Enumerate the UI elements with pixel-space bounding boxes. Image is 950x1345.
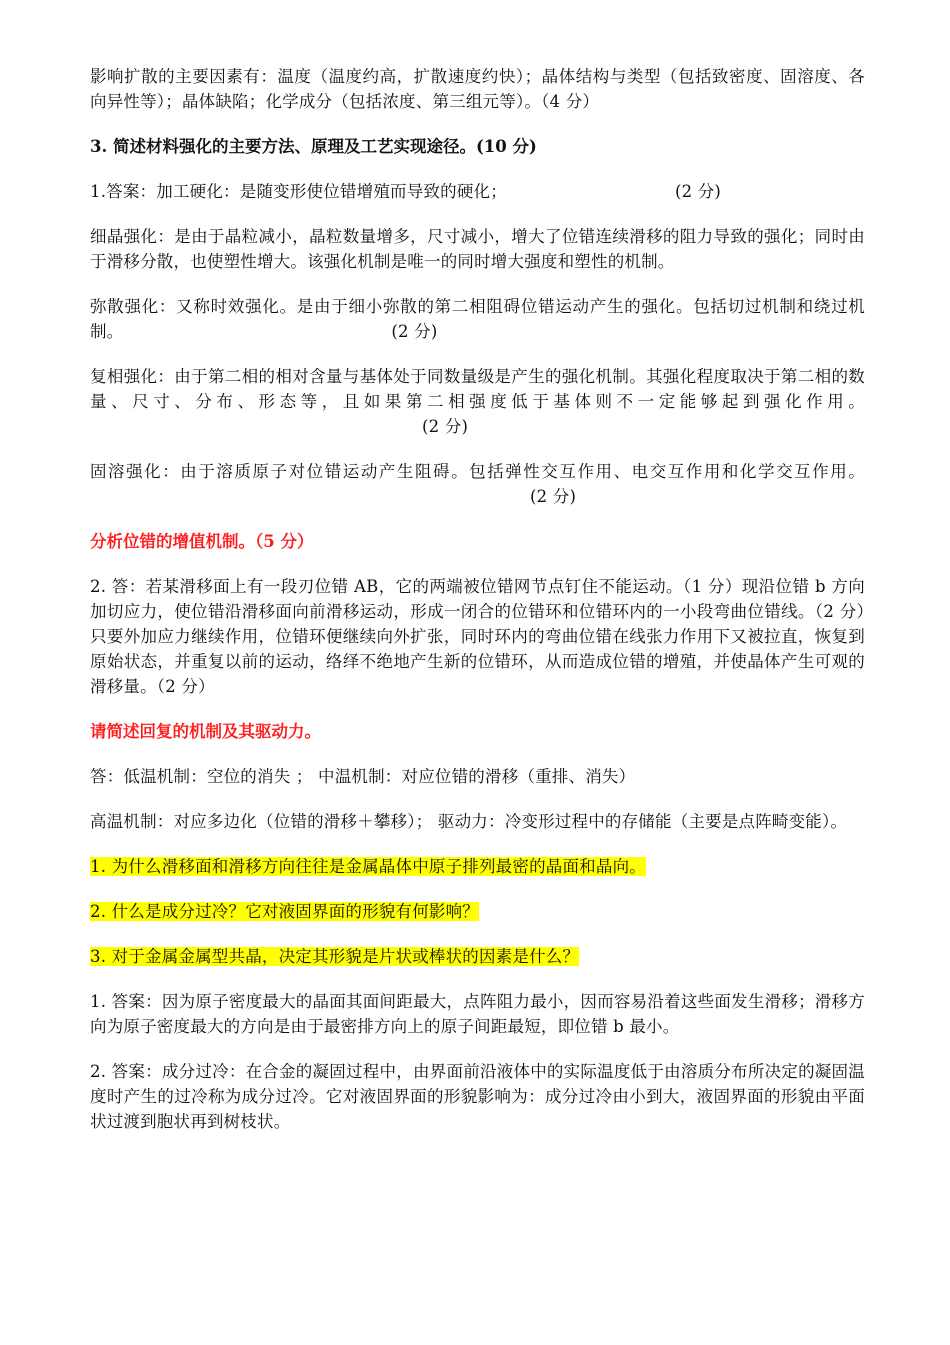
solid-solution-text: 固溶强化：由于溶质原子对位错运动产生阻碍。包括弹性交互作用、电交互作用和化学交互作用。 — [90, 462, 865, 481]
answer-2-dislocation-multiplication: 2. 答：若某滑移面上有一段刃位错 AB，它的两端被位错网节点钉住不能运动。（1 分）现沿位错 b 方向加切应力，使位错沿滑移面向前滑移运动，形成一闭合的位错环和位错环内的一小段弯曲位错线。（2 分）只要外加应力继续作用，位错环便继续向外扩张，同时环内的弯曲位错在线张力作用下又被拉直，恢复到原始状态，并重复以前的运动，络绎不绝地产生新的位错环，从而造成位错的增殖，并使晶体产生可观的滑移量。（2 分） — [90, 577, 865, 696]
highlighted-question-1-text: 1. 为什么滑移面和滑移方向往往是金属晶体中原子排列最密的晶面和晶向。 — [90, 857, 646, 876]
answer-1-score: (2 分) — [674, 182, 722, 201]
solid-solution-score: (2 分) — [530, 487, 577, 506]
composite-score: (2 分) — [422, 417, 469, 436]
highlighted-question-1 — [90, 854, 865, 879]
dispersion-strengthening-paragraph — [90, 294, 865, 344]
dislocation-multiplication-heading: 分析位错的增值机制。（5 分） — [90, 532, 314, 551]
highlighted-question-3-text: 3. 对于金属金属型共晶，决定其形貌是片状或棒状的因素是什么？ — [90, 947, 580, 966]
answer-constitutional-supercooling: 2. 答案：成分过冷：在合金的凝固过程中，由界面前沿液体中的实际温度低于由溶质分布所决定的凝固温度时产生的过冷称为成分过冷。它对液固界面的形貌影响为：成分过冷由小到大，液固界面的形貌由平面状过渡到胞状再到树枝状。 — [90, 1062, 865, 1131]
recovery-mechanism-heading: 请简述回复的机制及其驱动力。 — [90, 722, 321, 741]
answer-slip-planes: 1. 答案：因为原子密度最大的晶面其面间距最大，点阵阻力最小，因而容易沿着这些面发生滑移；滑移方向为原子密度最大的方向是由于最密排方向上的原子间距最短，即位错 b 最小。 — [90, 992, 865, 1036]
diffusion-factors-paragraph: 影响扩散的主要因素有：温度（温度约高，扩散速度约快）；晶体结构与类型（包括致密度、固溶度、各向异性等）；晶体缺陷；化学成分（包括浓度、第三组元等）。（4 分） — [90, 67, 865, 111]
recovery-answer-line-2: 高温机制：对应多边化（位错的滑移＋攀移）； 驱动力：冷变形过程中的存储能（主要是点阵畸变能）。 — [90, 812, 848, 831]
dispersion-text: 弥散强化：又称时效强化。是由于细小弥散的第二相阻碍位错运动产生的强化。包括切过机制和绕过机制。 — [90, 297, 865, 341]
answer-1-work-hardening — [90, 179, 865, 204]
highlighted-question-2-text: 2. 什么是成分过冷？它对液固界面的形貌有何影响？ — [90, 902, 479, 921]
fine-grain-strengthening-paragraph: 细晶强化：是由于晶粒减小，晶粒数量增多，尺寸减小，增大了位错连续滑移的阻力导致的强化；同时由于滑移分散，也使塑性增大。该强化机制是唯一的同时增大强度和塑性的机制。 — [90, 227, 865, 271]
highlighted-question-3 — [90, 944, 865, 969]
composite-strengthening-paragraph — [90, 364, 865, 439]
recovery-answer-line-1: 答：低温机制：空位的消失 ； 中温机制：对应位错的滑移（重排、消失） — [90, 767, 636, 786]
dispersion-score: (2 分) — [391, 322, 438, 341]
highlighted-question-2 — [90, 899, 865, 924]
composite-text: 复相强化：由于第二相的相对含量与基体处于同数量级是产生的强化机制。其强化程度取决于第二相的数量、尺寸、分布、形态等，且如果第二相强度低于基体则不一定能够起到强化作用。 — [90, 367, 865, 411]
solid-solution-strengthening-paragraph — [90, 459, 865, 509]
answer-1-text: 1.答案：加工硬化：是随变形使位错增殖而导致的硬化； — [90, 182, 507, 201]
question-3-heading: 3. 简述材料强化的主要方法、原理及工艺实现途径。(10 分) — [90, 137, 537, 156]
document-page — [90, 64, 865, 1154]
